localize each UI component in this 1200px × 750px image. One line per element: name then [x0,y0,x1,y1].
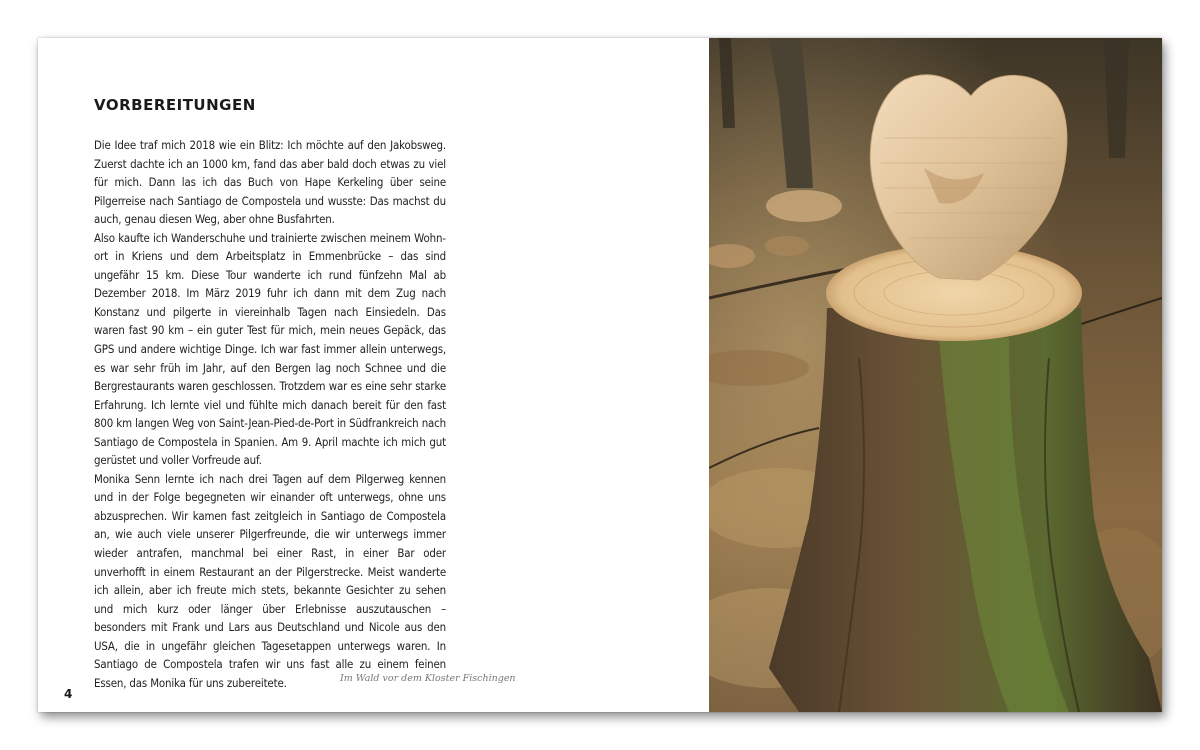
paragraph-1: Die Idee traf mich 2018 wie ein Blitz: Ich möchte auf den Jakobsweg. Zuerst dachte ich an 1000 km, fand das aber bald doch etwas zu viel für mich. Dann las ich das Buch von Hape Kerkeling über seine Pilgerreise nach Santiago de Compostela und wusste: Das machst du auch, genau diesen Weg, aber ohne Busfahrten. [94,138,446,227]
book-spread [38,38,1162,712]
right-page [709,38,1162,712]
photo-carved-heart-on-tree-stump [709,38,1162,712]
photo-caption: Im Wald vor dem Kloster Fischingen [340,673,516,684]
left-page [38,38,709,712]
body-text [94,136,446,692]
chapter-heading: VORBEREITUNGEN [94,96,256,114]
page-number: 4 [64,687,73,701]
paragraph-3: Monika Senn lernte ich nach drei Tagen auf dem Pilgerweg kennen und in der Folge begegneten wir einander oft unterwegs, ohne uns abzusprechen. Wir kamen fast zeitgleich in Santiago de Compostela an, wie auch viele unserer Pilgerfreunde, die wir unterwegs immer wieder antrafen, manchmal bei einer Rast, in einer Bar oder unverhofft in einem Restaurant an der Pilgerstrecke. Meist wanderte ich allein, aber ich freute mich stets, bekannte Gesichter zu sehen und mich kurz oder länger über Erlebnisse auszutauschen – besonders mit Frank und Lars aus Deutschland und Nicole aus den USA, die in ungefähr gleichen Tagesetappen unterwegs waren. In Santiago de Compostela trafen wir uns fast alle zu einem feinen Essen, das Monika für uns zubereitete. [94,471,446,690]
paragraph-2: Also kaufte ich Wanderschuhe und trainierte zwischen meinem Wohnort in Kriens und dem Arbeitsplatz in Emmenbrücke – das sind ungefähr 15 km. Diese Tour wanderte ich rund fünfzehn Mal ab Dezember 2018. Im März 2019 fuhr ich dann mit dem Zug nach Konstanz und pilgerte in viereinhalb Tagen nach Einsiedeln. Das waren fast 90 km – ein guter Test für mich, mein neues Gepäck, das GPS und andere wichtige Dinge. Ich war fast immer allein unterwegs, es war sehr früh im Jahr, auf den Bergen lag noch Schnee und die Bergrestaurants waren geschlossen. Trotzdem war es eine sehr starke Erfahrung. Ich lernte viel und fühlte mich danach bereit für den fast 800 km langen Weg von Saint-Jean-Pied-de-Port in Südfrankreich nach Santiago de Compostela in Spanien. Am 9. April machte ich mich gut gerüstet und voller Vorfreude auf. [94,230,446,468]
